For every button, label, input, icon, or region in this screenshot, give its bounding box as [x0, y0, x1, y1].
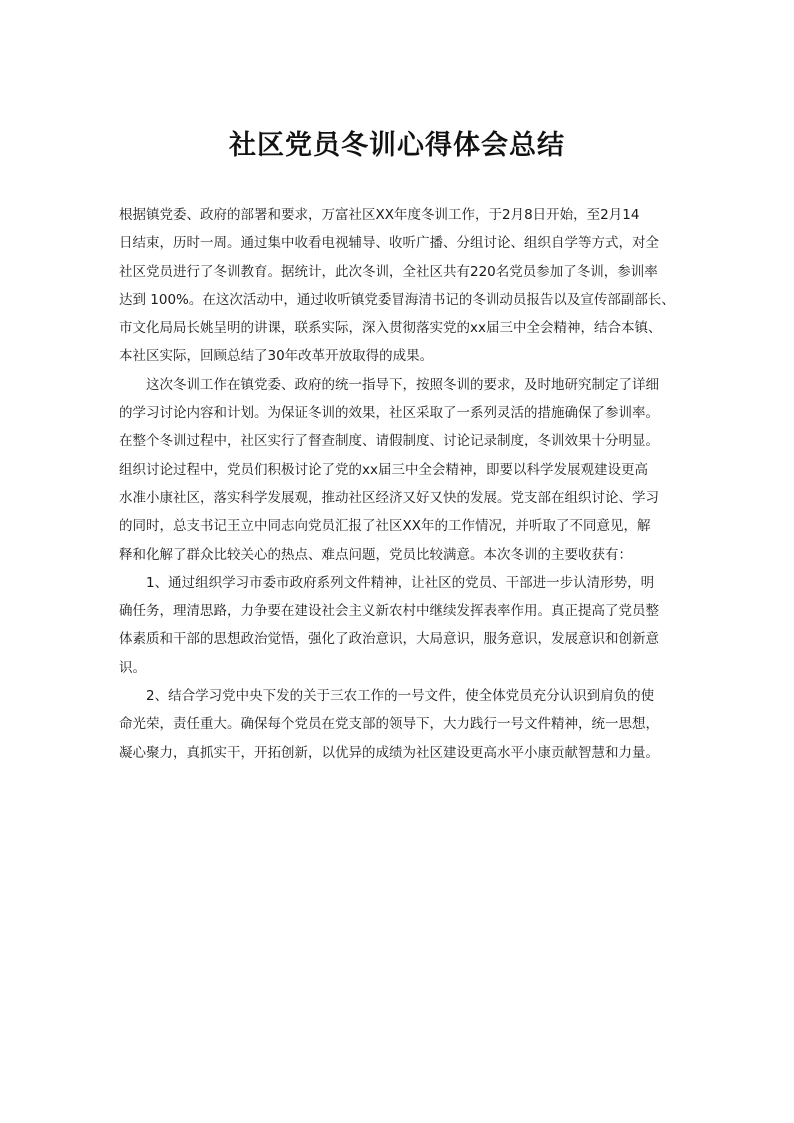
- document-title: 社区党员冬训心得体会总结: [229, 130, 565, 161]
- paragraph-line: 这次冬训工作在镇党委、政府的统一指导下，按照冬训的要求，及时地研究制定了详细: [146, 376, 659, 393]
- paragraph-4: [119, 682, 685, 767]
- paragraph-line: 社区党员进行了冬训教育。据统计，此次冬训，全社区共有220名党员参加了冬训，参训率: [119, 263, 658, 280]
- paragraph-line: 命光荣，责任重大。确保每个党员在党支部的领导下，大力践行一号文件精神，统一思想，: [119, 716, 659, 733]
- paragraph-line: 根据镇党委、政府的部署和要求，万富社区XX年度冬训工作，于2月8日开始，至2月14: [119, 207, 640, 223]
- paragraph-line: 水准小康社区，落实科学发展观，推动社区经济又好又快的发展。党支部在组织讨论、学习: [119, 489, 659, 506]
- paragraph-line: 组织讨论过程中，党员们积极讨论了党的xx届三中全会精神，即要以科学发展观建设更高: [119, 461, 648, 478]
- paragraph-line: 日结束，历时一周。通过集中收看电视辅导、收听广播、分组讨论、组织自学等方式，对全: [119, 235, 659, 252]
- paragraph-line: 市文化局局长姚呈明的讲课，联系实际，深入贯彻落实党的xx届三中全会精神，结合本镇、: [119, 320, 662, 337]
- paragraph-line: 在整个冬训过程中，社区实行了督查制度、请假制度、讨论记录制度，冬训效果十分明显。: [119, 433, 659, 450]
- paragraph-line: 达到 100%。在这次活动中，通过收听镇党委冒海清书记的冬训动员报告以及宣传部副部长、: [119, 291, 675, 308]
- document-body: [119, 201, 685, 767]
- paragraph-line: 1、通过组织学习市委市政府系列文件精神，让社区的党员、干部进一步认清形势，明: [146, 574, 655, 591]
- paragraph-2: [119, 371, 685, 569]
- paragraph-line: 的学习讨论内容和计划。为保证冬训的效果，社区采取了一系列灵活的措施确保了参训率。: [119, 405, 659, 422]
- paragraph-3: [119, 569, 685, 682]
- paragraph-line: 确任务，理清思路，力争要在建设社会主义新农村中继续发挥表率作用。真正提高了党员整: [119, 603, 659, 620]
- paragraph-line: 凝心聚力，真抓实干，开拓创新，以优异的成绩为社区建设更高水平小康贡献智慧和力量。: [119, 744, 659, 761]
- paragraph-line: 体素质和干部的思想政治觉悟，强化了政治意识，大局意识，服务意识，发展意识和创新意: [119, 631, 659, 648]
- paragraph-line: 释和化解了群众比较关心的热点、难点问题，党员比较满意。本次冬训的主要收获有：: [119, 546, 632, 563]
- paragraph-line: 本社区实际，回顾总结了30年改革开放取得的成果。: [119, 348, 434, 365]
- paragraph-line: 识。: [119, 659, 146, 676]
- paragraph-line: 2、结合学习党中央下发的关于三农工作的一号文件，使全体党员充分认识到肩负的使: [146, 688, 655, 705]
- paragraph-line: 的同时，总支书记王立中同志向党员汇报了社区XX年的工作情况，并听取了不同意见，解: [119, 518, 651, 535]
- paragraph-1: [119, 201, 685, 371]
